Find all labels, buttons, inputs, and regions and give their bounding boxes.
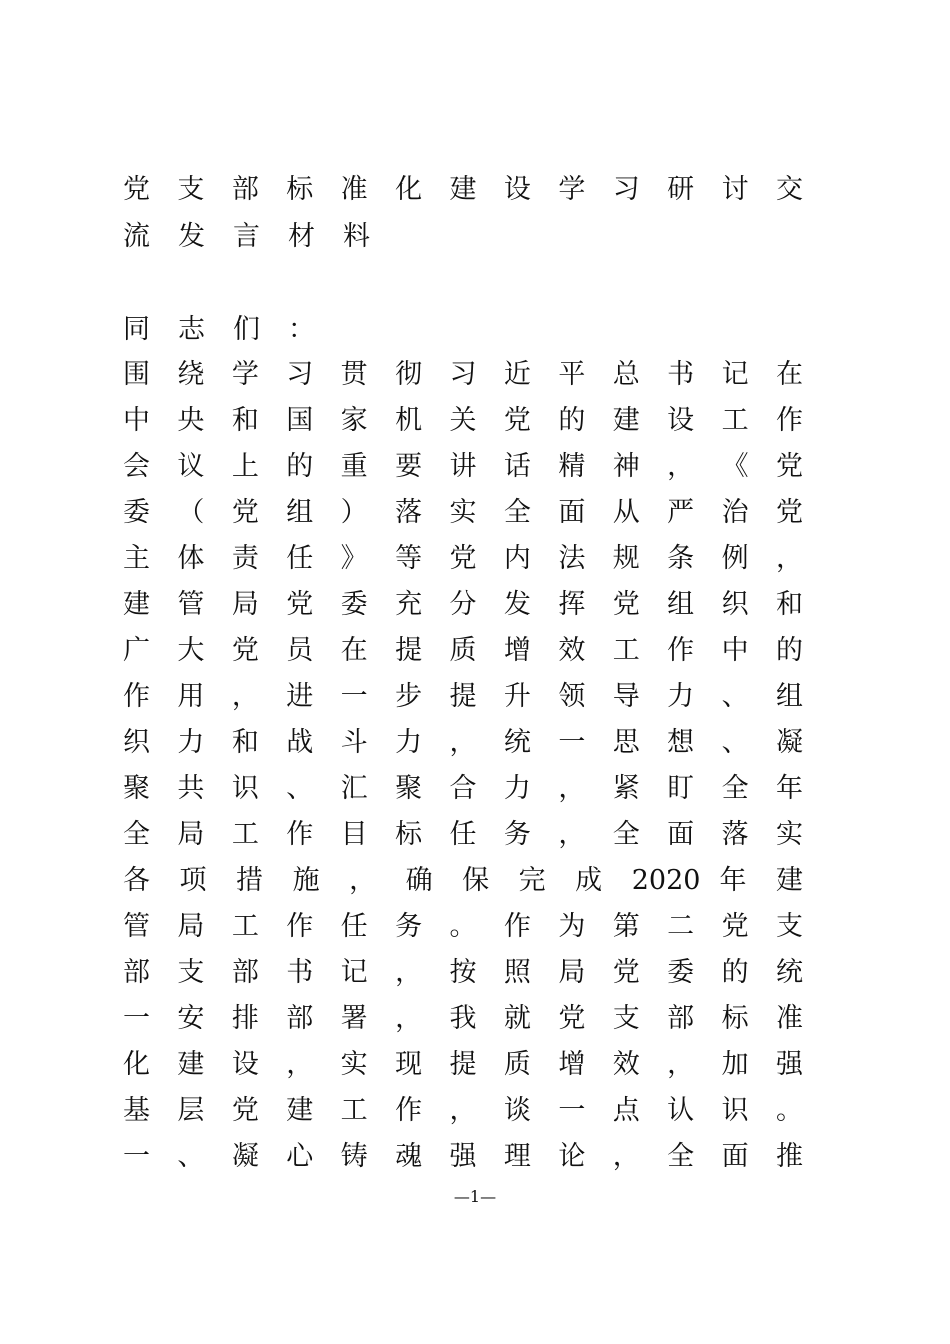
body-line: 主 体 责 任 》 等 党 内 法 规 条 例 ， [123, 543, 803, 574]
body-line: 建 管 局 党 委 充 分 发 挥 党 组 织 和 [123, 589, 803, 620]
document-title-line-2: 流发言材料 [123, 221, 398, 252]
body-line: 委 （ 党 组 ） 落 实 全 面 从 严 治 党 [123, 497, 803, 528]
body-line: 基 层 党 建 工 作 ， 谈 一 点 认 识 。 [123, 1095, 803, 1126]
body-line: 聚 共 识 、 汇 聚 合 力 ， 紧 盯 全 年 [123, 773, 803, 804]
body-line: 一 、 凝 心 铸 魂 强 理 论 ， 全 面 推 [123, 1141, 803, 1172]
body-line: 广 大 党 员 在 提 质 增 效 工 作 中 的 [123, 635, 803, 666]
body-line: 化 建 设 ， 实 现 提 质 增 效 ， 加 强 [123, 1049, 803, 1080]
body-line: 织 力 和 战 斗 力 ， 统 一 思 想 、 凝 [123, 727, 803, 758]
body-line: 作 用 ， 进 一 步 提 升 领 导 力 、 组 [123, 681, 803, 712]
body-line: 部 支 部 书 记 ， 按 照 局 党 委 的 统 [123, 957, 803, 988]
page-number: —1— [453, 1187, 497, 1206]
body-line: 围 绕 学 习 贯 彻 习 近 平 总 书 记 在 [123, 359, 803, 390]
body-line: 中 央 和 国 家 机 关 党 的 建 设 工 作 [123, 405, 803, 436]
body-line: 一 安 排 部 署 ， 我 就 党 支 部 标 准 [123, 1003, 803, 1034]
salutation: 同志们： [123, 314, 343, 345]
body-line: 各 项 措 施 ， 确 保 完 成 2020 年 建 [123, 865, 803, 896]
body-line: 管 局 工 作 任 务 。 作 为 第 二 党 支 [123, 911, 803, 942]
body-line: 会 议 上 的 重 要 讲 话 精 神 ， 《 党 [123, 451, 803, 482]
body-line: 全 局 工 作 目 标 任 务 ， 全 面 落 实 [123, 819, 803, 850]
document-title-line-1: 党 支 部 标 准 化 建 设 学 习 研 讨 交 [123, 174, 803, 205]
